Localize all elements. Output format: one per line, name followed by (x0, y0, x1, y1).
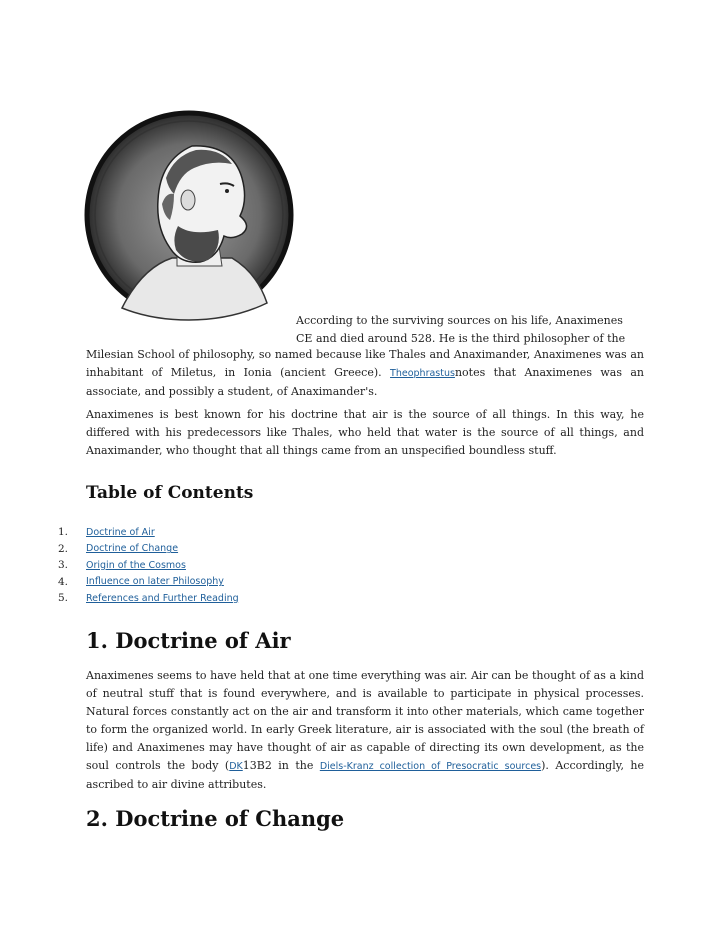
intro-text-b: notes that Anaximenes was an associate, and possibly a student, of Anaximander's. (86, 366, 644, 398)
diels-kranz-link[interactable]: Diels-Kranz collection of Presocratic sources (319, 761, 542, 772)
toc-item (58, 574, 239, 591)
toc-number: 3. (58, 559, 69, 572)
intro-line-2: CE and died around 528. He is the third philosopher of the (296, 332, 626, 345)
section-heading-air: 1. Doctrine of Air (86, 628, 291, 653)
theophrastus-link[interactable]: Theophrastus (390, 368, 455, 379)
toc-link-influence[interactable]: Influence on later Philosophy (86, 576, 224, 588)
table-of-contents (58, 524, 239, 607)
toc-number: 4. (58, 575, 69, 588)
toc-number: 5. (58, 592, 69, 605)
toc-number: 2. (58, 542, 69, 555)
intro-first-line (296, 312, 644, 348)
toc-item (58, 541, 239, 558)
section-air-text-c: ). Accordingly, he ascribed to air divine attributes. (86, 759, 645, 791)
intro-text-a: Milesian School of philosophy, so named because like Thales and Anaximander, Anaximenes was an inhabitant of Miletus, in Ionia (ancient Greece). (86, 348, 644, 379)
toc-heading: Table of Contents (86, 483, 254, 503)
toc-link-doctrine-of-change[interactable]: Doctrine of Change (86, 543, 179, 555)
toc-item (58, 590, 239, 607)
section-air-text-a: Anaximenes seems to have held that at one time everything was air. Air can be thought of as a kind of neutral stuff that is found everywhere, and is available to participate in physical processes. Natural forces constantly act on the air and transform it into other materials, which came together to form the organized world. In early Greek literature, air is associated with the soul (the breath of life) and Anaximenes may have thought of air as capable of directing its own development, as the soul controls the body ( (86, 669, 644, 772)
toc-item (58, 557, 239, 574)
toc-link-doctrine-of-air[interactable]: Doctrine of Air (86, 526, 155, 538)
intro-line-1: According to the surviving sources on his life, Anaximenes (296, 314, 623, 327)
toc-item (58, 524, 239, 541)
section-air-paragraph (86, 667, 644, 794)
toc-link-origin-of-cosmos[interactable]: Origin of the Cosmos (86, 559, 186, 571)
toc-link-references[interactable]: References and Further Reading (86, 592, 239, 604)
section-heading-change: 2. Doctrine of Change (86, 806, 345, 831)
dk-link[interactable]: DK (229, 761, 243, 772)
doctrine-summary-paragraph: Anaximenes is best known for his doctrine that air is the source of all things. In this way, he differed with his predecessors like Thales, who held that water is the source of all things, and Anaximander, who thought that all things came from an unspecified boundless stuff. (86, 408, 644, 457)
toc-number: 1. (58, 526, 69, 539)
anaximenes-portrait-medallion (82, 108, 296, 322)
section-air-text-b: 13B2 in the (242, 759, 320, 772)
intro-paragraph (86, 346, 644, 401)
